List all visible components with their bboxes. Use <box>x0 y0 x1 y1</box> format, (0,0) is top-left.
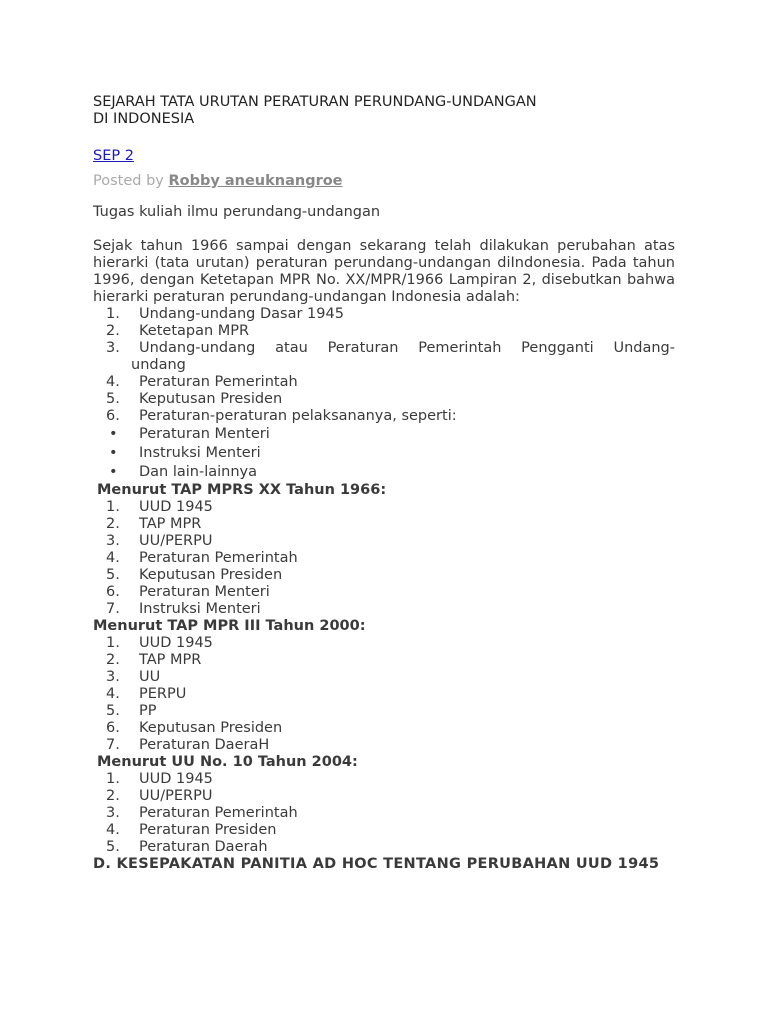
bullet-item: • Dan lain-lainnya <box>109 464 258 480</box>
post-date <box>93 148 675 165</box>
list-item: 6. Peraturan Menteri <box>106 584 270 600</box>
list-item: 4. Peraturan Pemerintah <box>106 550 298 566</box>
section-heading-2000: Menurut TAP MPR III Tahun 2000: <box>93 618 366 634</box>
posted-by-label: Posted by <box>93 173 164 189</box>
list-item: 5. Peraturan Daerah <box>106 839 268 855</box>
list-item: 6. Keputusan Presiden <box>106 720 283 736</box>
bullet-item: • Instruksi Menteri <box>109 445 261 461</box>
section-heading-1966: Menurut TAP MPRS XX Tahun 1966: <box>97 482 387 498</box>
list-item: 4. PERPU <box>106 686 187 702</box>
document-title <box>93 94 675 128</box>
list-item: 1. UUD 1945 <box>106 499 213 515</box>
author-link[interactable]: Robby aneuknangroe <box>168 173 343 189</box>
list-item: 1. Undang-undang Dasar 1945 <box>106 306 344 322</box>
title-line-2: DI INDONESIA <box>93 111 195 127</box>
hierarchy-list-2004 <box>93 771 675 856</box>
list-item: 5. Keputusan Presiden <box>106 567 283 583</box>
list-item: 3. Undang-undang atau Peraturan Pemerintah Pengganti Undang- undang <box>106 340 675 373</box>
post-meta <box>93 173 675 190</box>
list-item: 1. UUD 1945 <box>106 771 213 787</box>
list-item: 2. TAP MPR <box>106 516 202 532</box>
post-date-link[interactable]: SEP 2 <box>93 148 134 164</box>
list-item: 7. Instruksi Menteri <box>106 601 261 617</box>
bullet-icon: • <box>109 426 118 442</box>
bullet-list <box>93 425 675 482</box>
list-item: 3. Peraturan Pemerintah <box>106 805 298 821</box>
section-heading-2004: Menurut UU No. 10 Tahun 2004: <box>97 754 358 770</box>
bullet-icon: • <box>109 464 118 480</box>
list-item: 4. Peraturan Presiden <box>106 822 277 838</box>
list-item: 2. TAP MPR <box>106 652 202 668</box>
bullet-icon: • <box>109 445 118 461</box>
list-item: 1. UUD 1945 <box>106 635 213 651</box>
list-item: 2. Ketetapan MPR <box>106 323 250 339</box>
hierarchy-list-1966 <box>93 499 675 618</box>
document-page <box>93 94 675 888</box>
list-item: 4. Peraturan Pemerintah <box>106 374 298 390</box>
body-paragraph: Sejak tahun 1966 sampai dengan sekarang telah dilakukan perubahan atas hierarki (tata urutan) peraturan perundang-undangan diIndonesia. Pada tahun 1996, dengan Ketetapan MPR No. XX/MPR/1966 Lampiran 2, disebutkan bahwa hierarki peraturan perundang-undangan Indonesia adalah: <box>93 238 675 305</box>
title-line-1: SEJARAH TATA URUTAN PERATURAN PERUNDANG-UNDANGAN <box>93 94 537 110</box>
list-item: 2. UU/PERPU <box>106 788 213 804</box>
list-item: 3. UU/PERPU <box>106 533 213 549</box>
hierarchy-list-2000 <box>93 635 675 754</box>
intro-text: Tugas kuliah ilmu perundang-undangan <box>93 204 381 220</box>
bullet-item: • Peraturan Menteri <box>109 426 270 442</box>
hierarchy-list-1996 <box>93 306 675 425</box>
list-item: 6. Peraturan-peraturan pelaksananya, seperti: <box>106 408 457 424</box>
list-item: 5. Keputusan Presiden <box>106 391 283 407</box>
final-heading: D. KESEPAKATAN PANITIA AD HOC TENTANG PERUBAHAN UUD 1945 <box>93 856 660 872</box>
list-item: 3. UU <box>106 669 161 685</box>
list-item: 7. Peraturan DaeraH <box>106 737 270 753</box>
list-item: 5. PP <box>106 703 157 719</box>
